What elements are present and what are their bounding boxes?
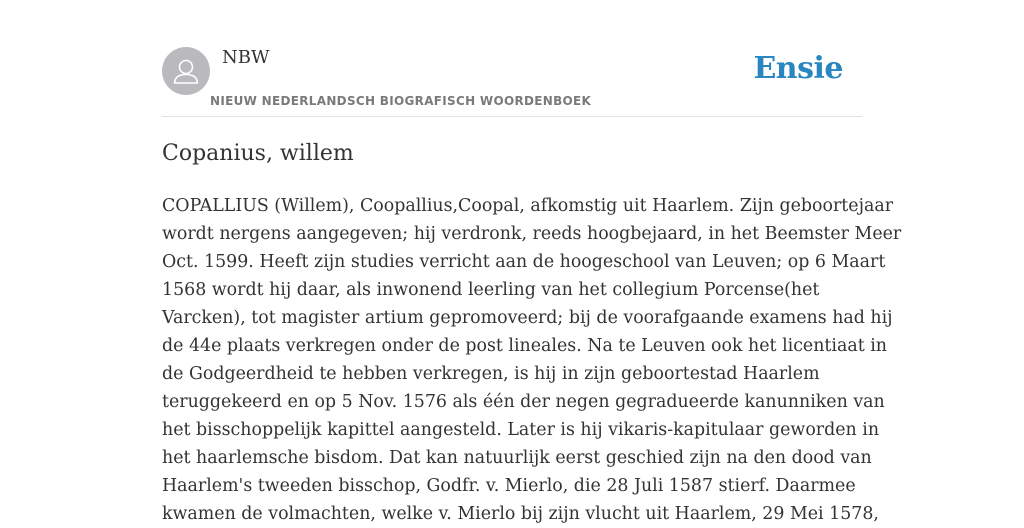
article-line: het bisschoppelijk kapittel aangesteld. Later is hij vikaris-kapitulaar geworden in	[162, 420, 880, 440]
user-icon	[162, 47, 210, 95]
article-line: Varcken), tot magister artium gepromoveerd; bij de voorafgaande examens had hij	[162, 308, 893, 328]
article-body	[162, 192, 902, 528]
article-line: wordt nergens aangegeven; hij verdronk, reeds hoogbejaard, in het Beemster Meer	[162, 224, 902, 244]
source-abbreviation[interactable]: NBW	[222, 47, 270, 68]
brand-logo[interactable]: Ensie	[753, 51, 843, 86]
article-line: kwamen de volmachten, welke v. Mierlo bij zijn vlucht uit Haarlem, 29 Mei 1578,	[162, 504, 879, 524]
source-header	[162, 0, 862, 117]
source-full-name[interactable]: NIEUW NEDERLANDSCH BIOGRAFISCH WOORDENBOEK	[210, 94, 592, 108]
article-title: Copanius, willem	[162, 141, 354, 166]
article-line: COPALLIUS (Willem), Coopallius,Coopal, afkomstig uit Haarlem. Zijn geboortejaar	[162, 196, 894, 216]
article-line: de Godgeerdheid te hebben verkregen, is hij in zijn geboortestad Haarlem	[162, 364, 820, 384]
source-avatar[interactable]	[162, 47, 210, 95]
article-line: teruggekeerd en op 5 Nov. 1576 als één der negen gegradueerde kanunniken van	[162, 392, 885, 412]
article-line: Oct. 1599. Heeft zijn studies verricht aan de hoogeschool van Leuven; op 6 Maart	[162, 252, 886, 272]
article-line: het haarlemsche bisdom. Dat kan natuurlijk eerst geschied zijn na den dood van	[162, 448, 872, 468]
article-line: 1568 wordt hij daar, als inwonend leerling van het collegium Porcense(het	[162, 280, 820, 300]
article-line: Haarlem's tweeden bisschop, Godfr. v. Mierlo, die 28 Juli 1587 stierf. Daarmee	[162, 476, 856, 496]
article-line: de 44e plaats verkregen onder de post lineales. Na te Leuven ook het licentiaat in	[162, 336, 887, 356]
